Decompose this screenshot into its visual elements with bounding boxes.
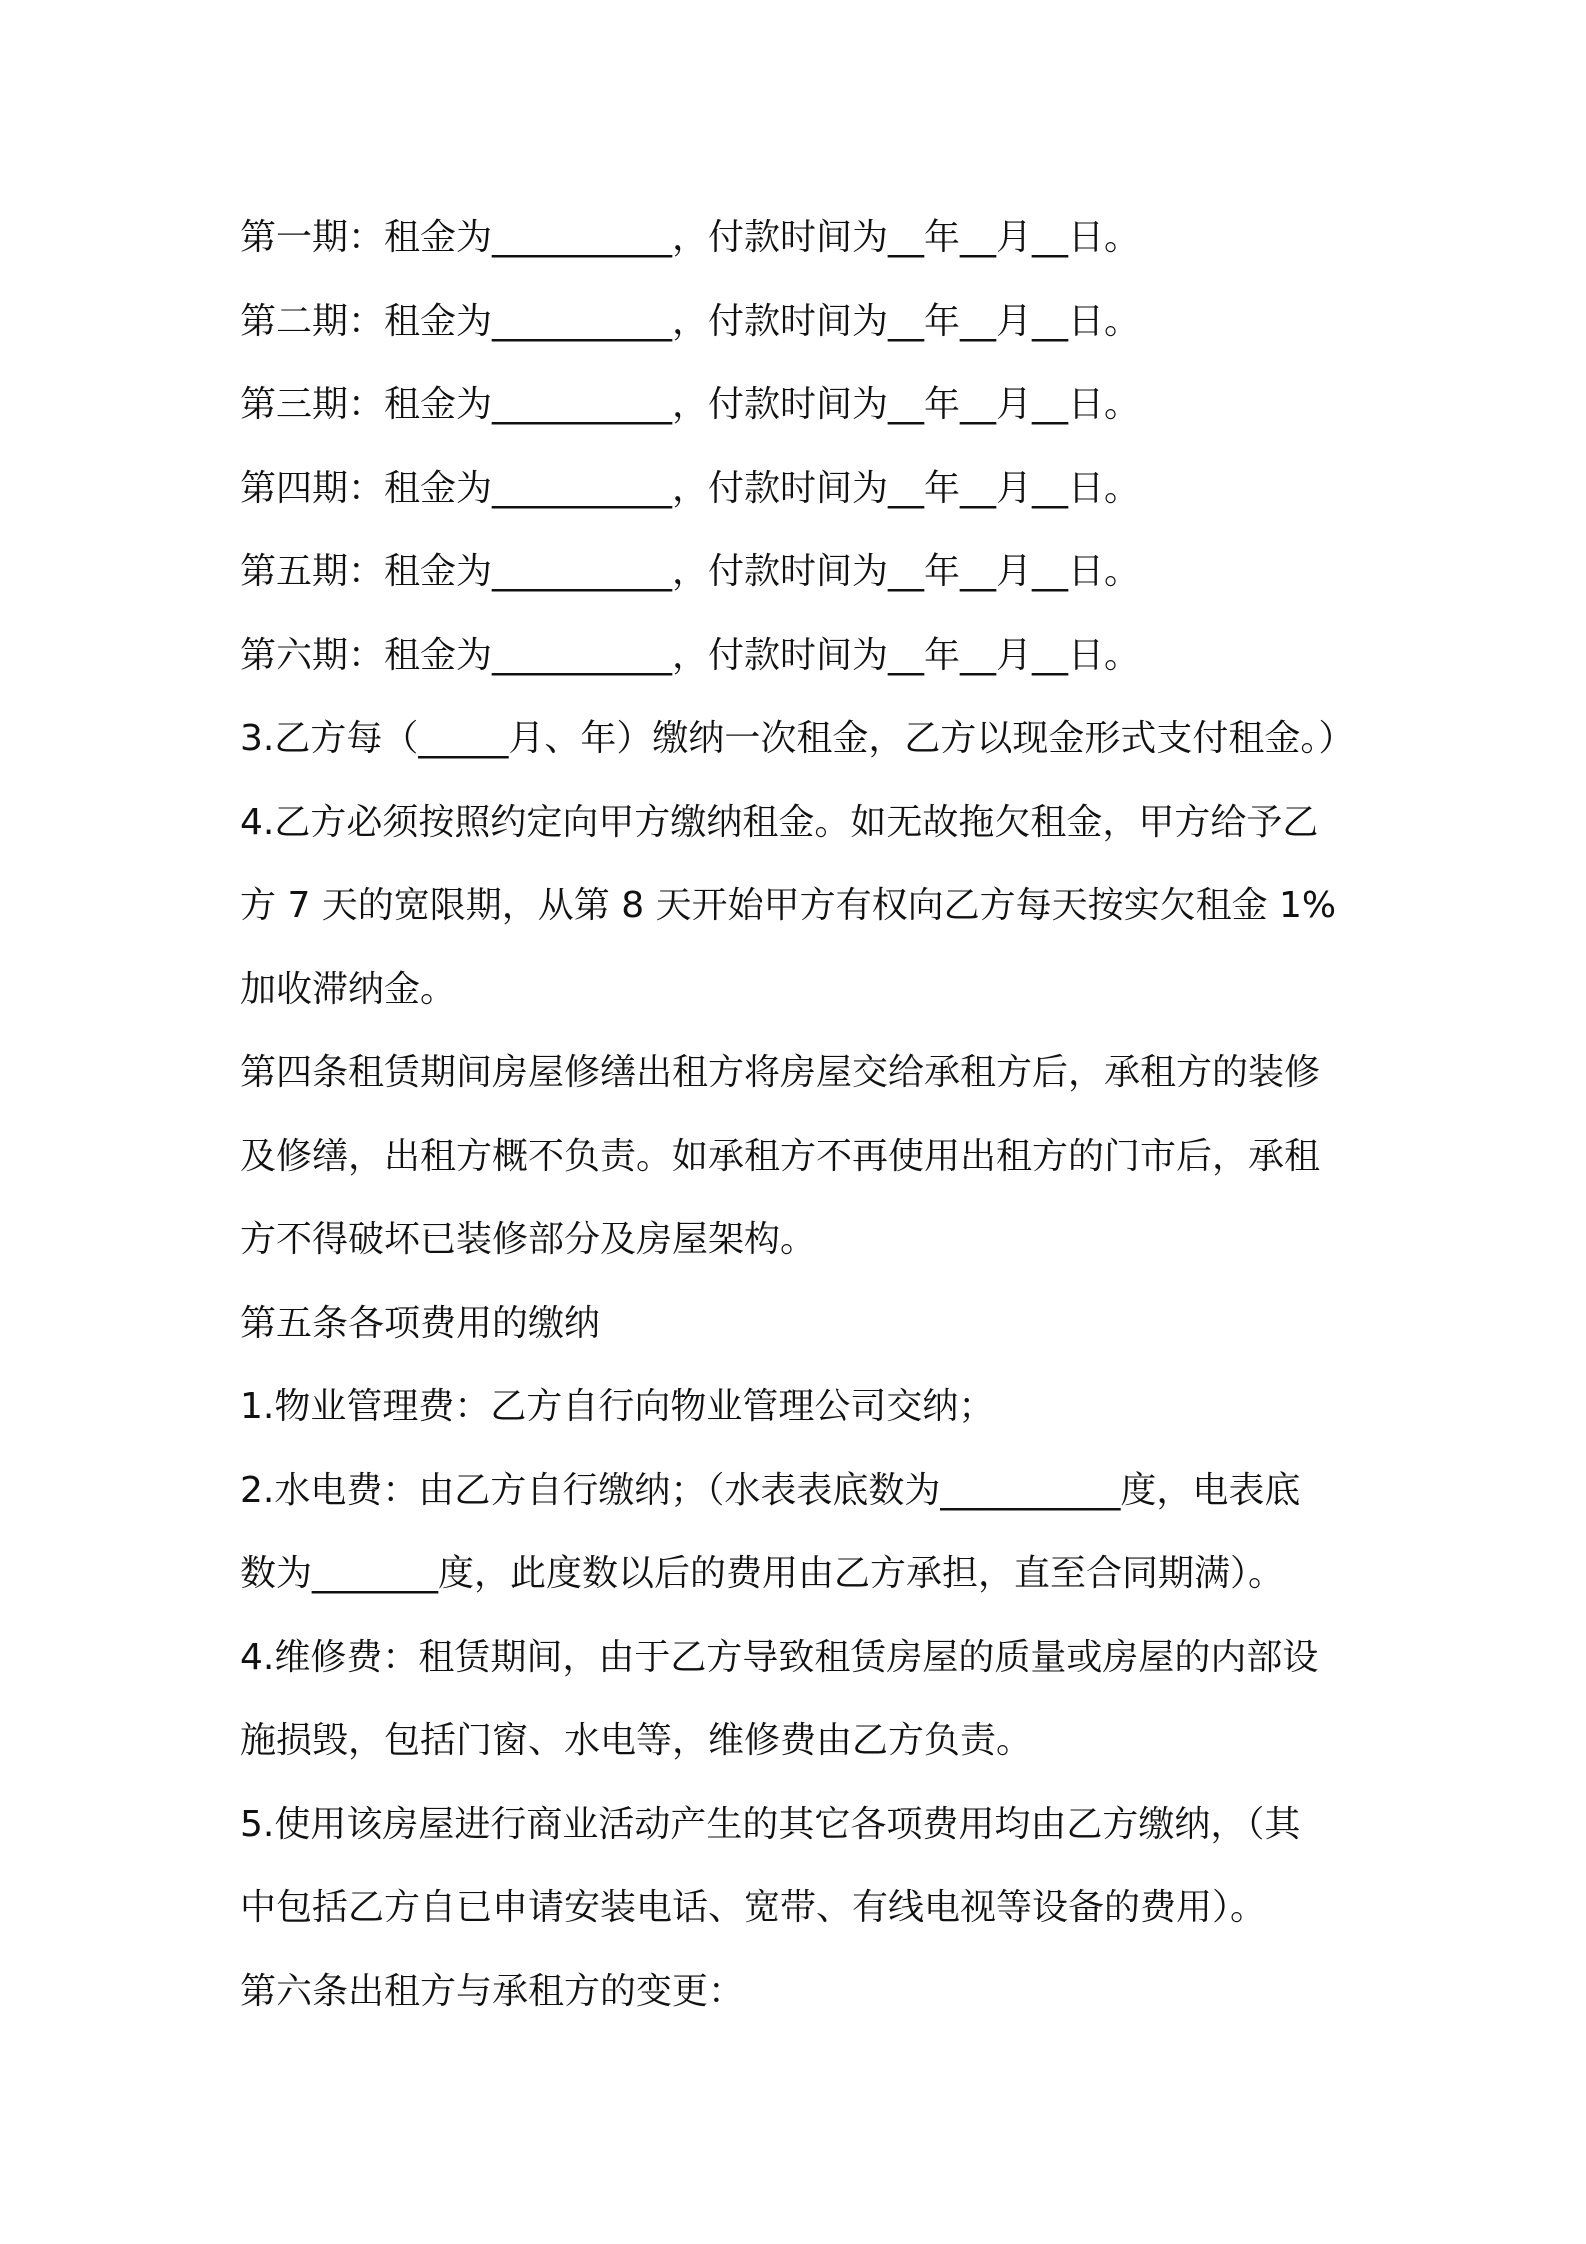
text-line: 3.乙方每（_____月、年）缴纳一次租金，乙方以现金形式支付租金。） — [240, 718, 1355, 759]
text-line: 及修缮，出租方概不负责。如承租方不再使用出租方的门市后，承租 — [240, 1135, 1321, 1177]
text-line: 第五期：租金为__________，付款时间为__年__月__日。 — [240, 551, 1141, 592]
text-line: 加收滞纳金。 — [240, 968, 457, 1010]
text-line: 数为_______度，此度数以后的费用由乙方承担，直至合同期满）。 — [240, 1553, 1285, 1594]
text-line: 方不得破坏已装修部分及房屋架构。 — [240, 1219, 817, 1260]
text-line: 施损毁，包括门窗、水电等，维修费由乙方负责。 — [240, 1720, 1033, 1761]
text-line: 4.维修费：租赁期间，由于乙方导致租赁房屋的质量或房屋的内部设 — [240, 1636, 1319, 1678]
text-line: 第三期：租金为__________，付款时间为__年__月__日。 — [240, 384, 1141, 425]
document-body — [240, 196, 1380, 2033]
text-line: 第六条出租方与承租方的变更： — [240, 1970, 745, 2012]
text-line: 4.乙方必须按照约定向甲方缴纳租金。如无故拖欠租金，甲方给予乙 — [240, 801, 1319, 843]
text-line: 1.物业管理费：乙方自行向物业管理公司交纳； — [240, 1386, 995, 1427]
text-line: 中包括乙方自已申请安装电话、宽带、有线电视等设备的费用）。 — [240, 1887, 1267, 1928]
text-line: 方 7 天的宽限期，从第 8 天开始甲方有权向乙方每天按实欠租金 1% — [240, 885, 1337, 926]
text-line: 第六期：租金为__________，付款时间为__年__月__日。 — [240, 634, 1141, 676]
text-line: 第二期：租金为__________，付款时间为__年__月__日。 — [240, 300, 1141, 342]
text-line: 第五条各项费用的缴纳 — [240, 1302, 601, 1344]
text-line: 第四期：租金为__________，付款时间为__年__月__日。 — [240, 467, 1141, 509]
text-line: 第一期：租金为__________，付款时间为__年__月__日。 — [240, 217, 1141, 258]
text-line: 第四条租赁期间房屋修缮出租方将房屋交给承租方后，承租方的装修 — [240, 1052, 1321, 1093]
text-line: 5.使用该房屋进行商业活动产生的其它各项费用均由乙方缴纳，（其 — [240, 1803, 1301, 1845]
text-line: 2.水电费：由乙方自行缴纳；（水表表底数为__________度，电表底 — [240, 1469, 1301, 1511]
